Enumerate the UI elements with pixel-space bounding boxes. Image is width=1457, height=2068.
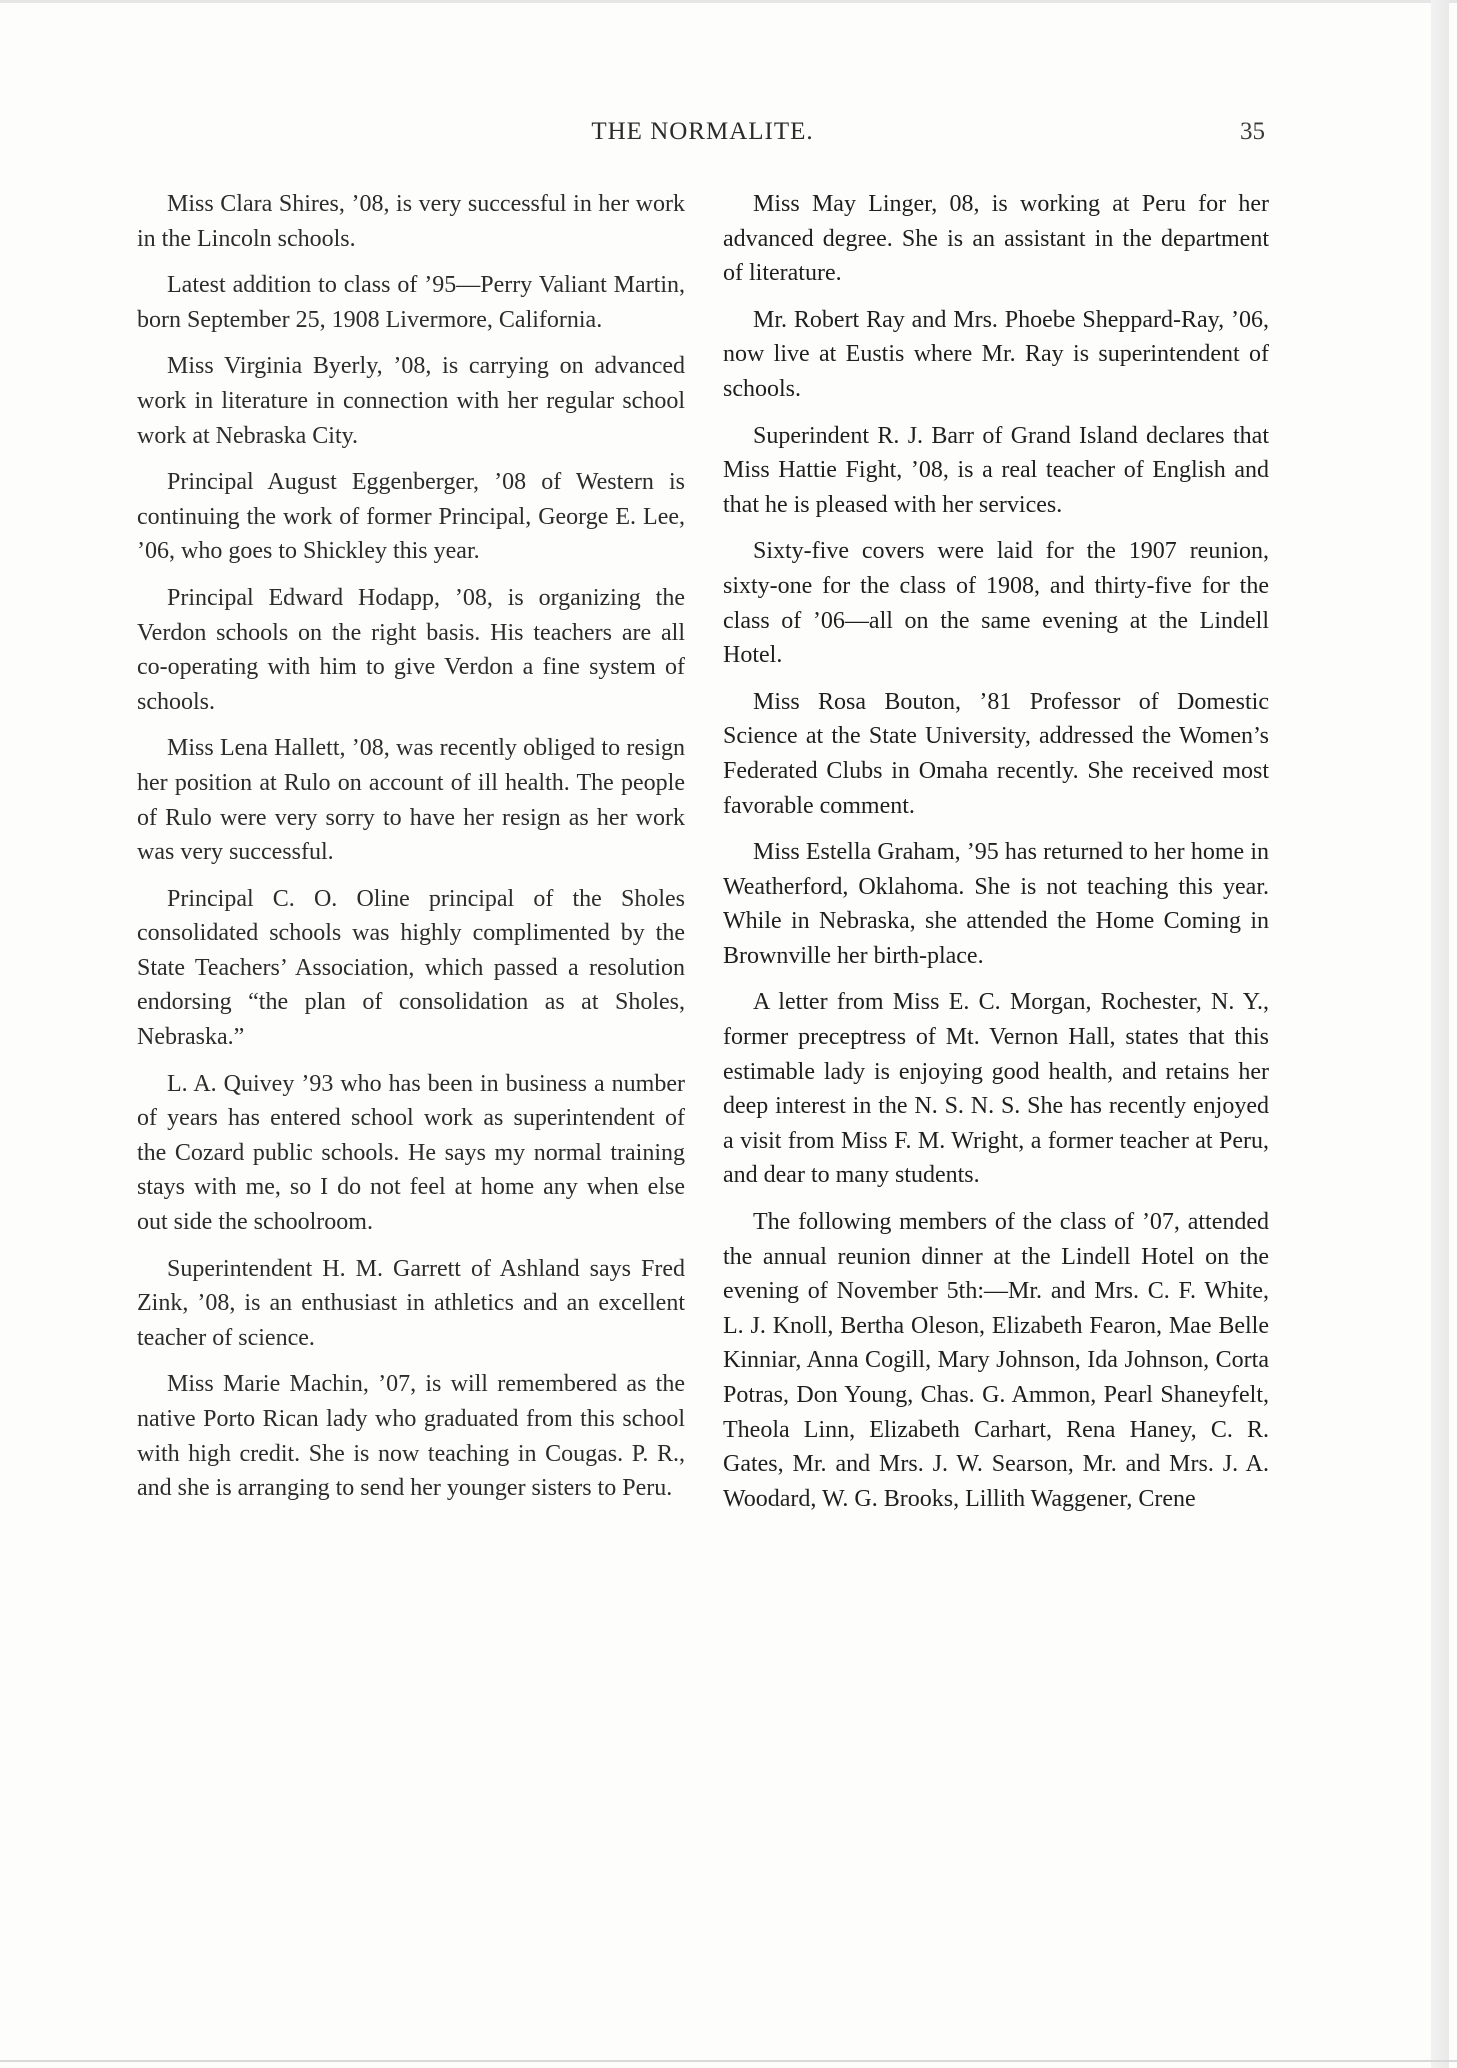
- news-item: Miss Rosa Bouton, ’81 Professor of Domestic Science at the State University, addressed the Women’s Federated Clubs in Omaha recently. She received most favorable comment.: [723, 688, 1269, 819]
- running-header: [140, 118, 1265, 158]
- news-item: Sixty-five covers were laid for the 1907 reunion, sixty-one for the class of 1908, and thirty-five for the class of ’06—all on the same evening at the Lindell Hotel.: [723, 538, 1269, 669]
- news-item: Superintendent H. M. Garrett of Ashland says Fred Zink, ’08, is an enthusiast in athletics and an excellent teacher of science.: [137, 1255, 685, 1351]
- right-column: [723, 187, 1269, 1528]
- left-column: [137, 187, 685, 1518]
- news-item: Superindent R. J. Barr of Grand Island declares that Miss Hattie Fight, ’08, is a real teacher of English and that he is pleased with her services.: [723, 422, 1269, 518]
- news-item: Miss May Linger, 08, is working at Peru for her advanced degree. She is an assistant in the department of literature.: [723, 191, 1269, 287]
- page-right-edge: [1431, 0, 1449, 2068]
- news-item: Mr. Robert Ray and Mrs. Phoebe Sheppard-Ray, ’06, now live at Eustis where Mr. Ray is superintendent of schools.: [723, 306, 1269, 402]
- news-item: Miss Clara Shires, ’08, is very successful in her work in the Lincoln schools.: [137, 191, 685, 252]
- news-item: Miss Estella Graham, ’95 has returned to her home in Weatherford, Oklahoma. She is not teaching this year. While in Nebraska, she attended the Home Coming in Brownville her birth-place.: [723, 839, 1269, 969]
- news-item: Miss Virginia Byerly, ’08, is carrying on advanced work in literature in connection with her regular school work at Nebraska City.: [137, 353, 685, 449]
- page-number: 35: [1240, 118, 1265, 145]
- news-item: A letter from Miss E. C. Morgan, Rochester, N. Y., former preceptress of Mt. Vernon Hall, states that this estimable lady is enjoying good health, and retains her deep interest in the N. S. N. S. She has recently enjoyed a visit from Miss F. M. Wright, a former teacher at Peru, and dear to many students.: [723, 989, 1269, 1189]
- top-edge: [0, 0, 1457, 3]
- news-item: Miss Lena Hallett, ’08, was recently obliged to resign her position at Rulo on account of ill health. The people of Rulo were very sorry to have her resign as her work was very successful.: [137, 735, 685, 866]
- news-item: Principal C. O. Oline principal of the Sholes consolidated schools was highly complimented by the State Teachers’ Association, which passed a resolution endorsing “the plan of consolidation as at Sholes, Nebraska.”: [137, 885, 685, 1051]
- news-item: Principal Edward Hodapp, ’08, is organizing the Verdon schools on the right basis. His teachers are all co-operating with him to give Verdon a fine system of schools.: [137, 584, 685, 715]
- news-item: L. A. Quivey ’93 who has been in business a number of years has entered school work as superintendent of the Cozard public schools. He says my normal training stays with me, so I do not feel at home any when else out side the schoolroom.: [137, 1070, 685, 1236]
- news-item: Miss Marie Machin, ’07, is will remembered as the native Porto Rican lady who graduated from this school with high credit. She is now teaching in Cougas. P. R., and she is arranging to send her younger sisters to Peru.: [137, 1371, 685, 1502]
- news-item: The following members of the class of ’07, attended the annual reunion dinner at the Lindell Hotel on the evening of November 5th:—Mr. and Mrs. C. F. White, L. J. Knoll, Bertha Oleson, Elizabeth Fearon, Mae Belle Kinniar, Anna Cogill, Mary Johnson, Ida Johnson, Corta Potras, Don Young, Chas. G. Ammon, Pearl Shaneyfelt, Theola Linn, Elizabeth Carhart, Rena Haney, C. R. Gates, Mr. and Mrs. J. W. Searson, Mr. and Mrs. J. A. Woodard, W. G. Brooks, Lillith Waggener, Crene: [723, 1209, 1269, 1512]
- bottom-edge: [0, 2060, 1457, 2062]
- news-item: Latest addition to class of ’95—Perry Valiant Martin, born September 25, 1908 Livermore, California.: [137, 272, 685, 333]
- news-item: Principal August Eggenberger, ’08 of Western is continuing the work of former Principal, George E. Lee, ’06, who goes to Shickley this year.: [137, 469, 685, 565]
- publication-title: THE NORMALITE.: [591, 118, 814, 145]
